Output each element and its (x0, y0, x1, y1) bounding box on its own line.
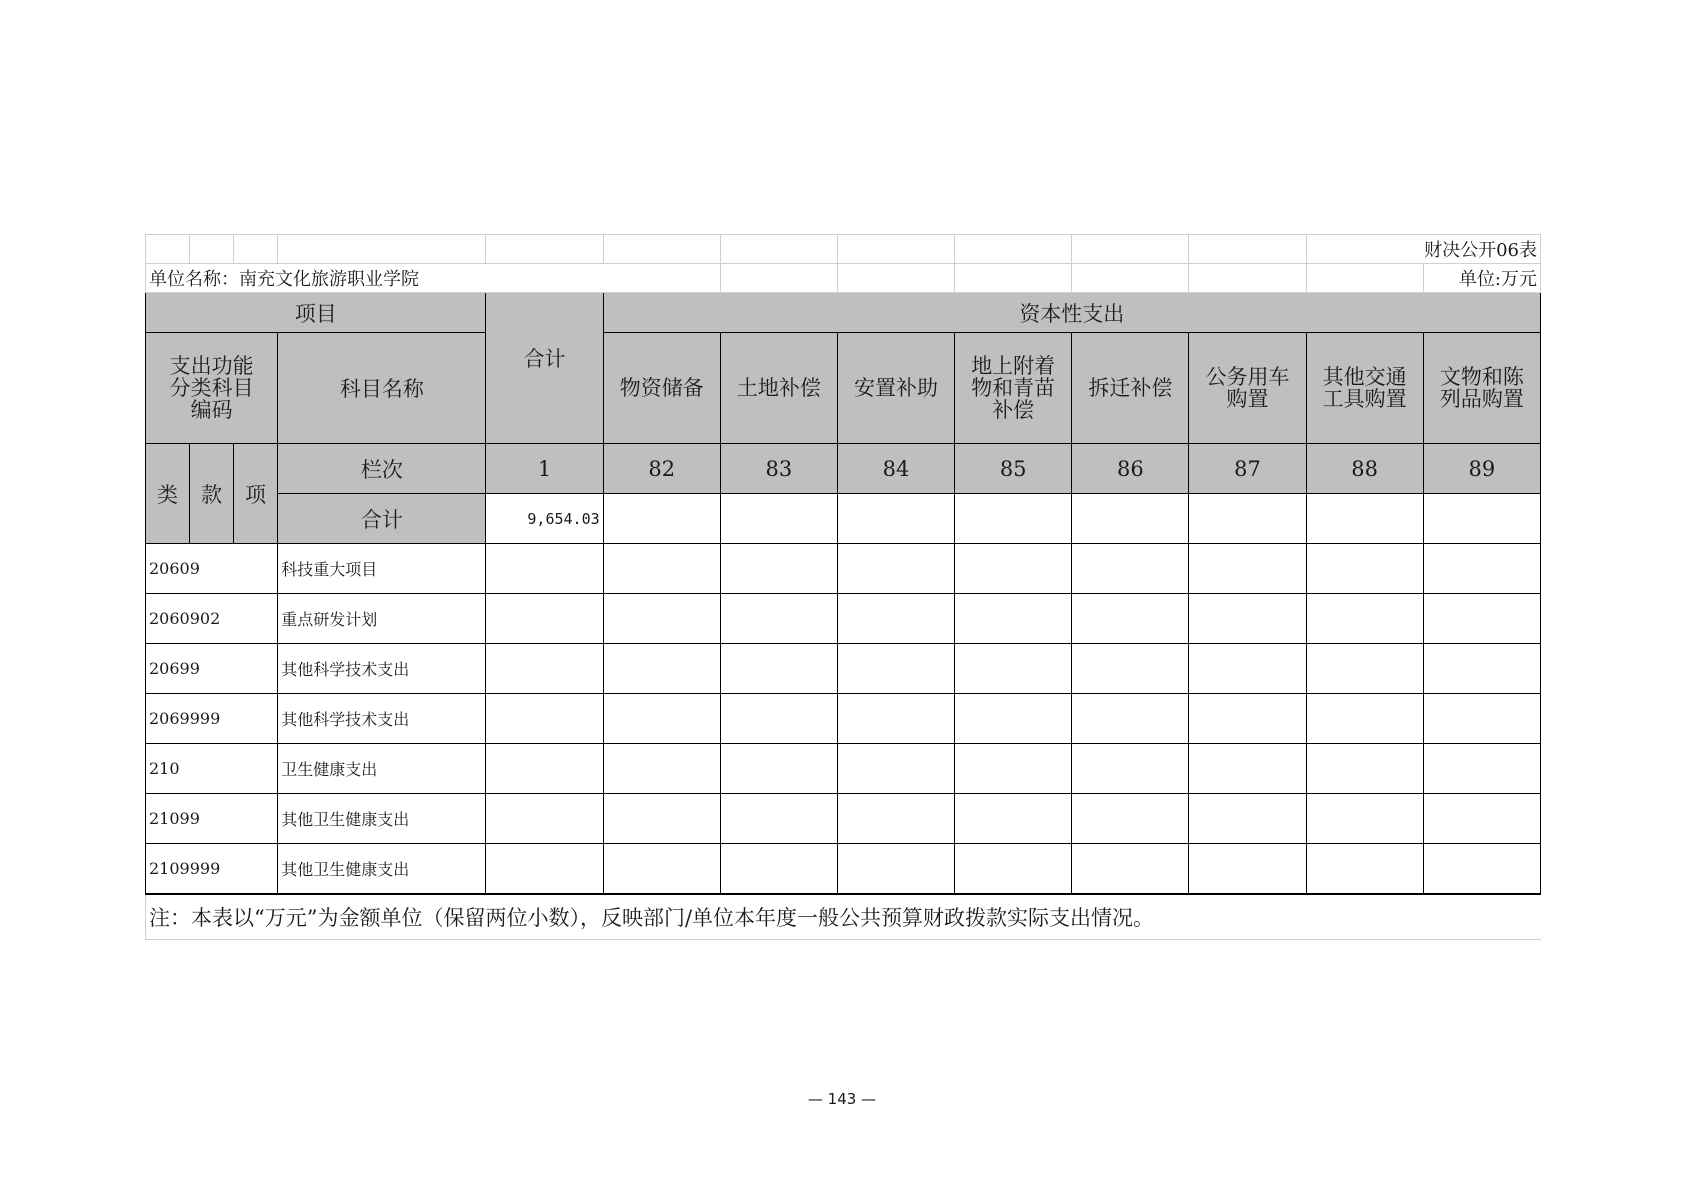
row-name: 其他科学技术支出 (278, 644, 486, 694)
total-index: 1 (486, 444, 603, 494)
row-name: 重点研发计划 (278, 594, 486, 644)
col-index-7: 89 (1423, 444, 1540, 494)
col-header-4: 拆迁补偿 (1072, 333, 1189, 444)
total-value: 9,654.03 (486, 494, 603, 544)
row-name: 其他卫生健康支出 (278, 844, 486, 894)
capital-group-header: 资本性支出 (603, 293, 1540, 333)
col-header-3: 地上附着物和青苗补偿 (955, 333, 1072, 444)
report-sheet (145, 234, 1541, 940)
total-header: 合计 (486, 293, 603, 444)
table-row (146, 744, 1541, 794)
row-code: 210 (146, 744, 278, 794)
table-row (146, 644, 1541, 694)
table-row (146, 694, 1541, 744)
col-header-0: 物资储备 (603, 333, 720, 444)
row-code: 2109999 (146, 844, 278, 894)
name-header: 科目名称 (278, 333, 486, 444)
level-xiang: 项 (234, 444, 278, 544)
row-code: 21099 (146, 794, 278, 844)
page-number: — 143 — (807, 1090, 877, 1108)
row-code: 20699 (146, 644, 278, 694)
unit-name: 单位名称：南充文化旅游职业学院 (146, 264, 721, 293)
col-header-5: 公务用车购置 (1189, 333, 1306, 444)
capital-expenditure-table (145, 234, 1541, 940)
row-name: 其他卫生健康支出 (278, 794, 486, 844)
row-name: 其他科学技术支出 (278, 694, 486, 744)
row-name: 科技重大项目 (278, 544, 486, 594)
col-header-7: 文物和陈列品购置 (1423, 333, 1540, 444)
table-row (146, 544, 1541, 594)
table-row (146, 794, 1541, 844)
col-index-5: 87 (1189, 444, 1306, 494)
row-index-label: 栏次 (278, 444, 486, 494)
col-index-2: 84 (837, 444, 954, 494)
col-index-6: 88 (1306, 444, 1423, 494)
row-name: 卫生健康支出 (278, 744, 486, 794)
form-id: 财决公开06表 (1306, 235, 1540, 264)
code-header: 支出功能分类科目编码 (146, 333, 278, 444)
project-header: 项目 (146, 293, 486, 333)
table-row (146, 844, 1541, 894)
col-header-1: 土地补偿 (720, 333, 837, 444)
col-index-3: 85 (955, 444, 1072, 494)
col-header-6: 其他交通工具购置 (1306, 333, 1423, 444)
table-note: 注：本表以“万元”为金额单位（保留两位小数），反映部门/单位本年度一般公共预算财政拨款实际支出情况。 (146, 894, 1541, 940)
col-header-2: 安置补助 (837, 333, 954, 444)
row-code: 2069999 (146, 694, 278, 744)
total-row-label: 合计 (278, 494, 486, 544)
col-index-4: 86 (1072, 444, 1189, 494)
row-code: 20609 (146, 544, 278, 594)
level-lei: 类 (146, 444, 190, 544)
unit-label: 单位:万元 (1423, 264, 1540, 293)
col-index-1: 83 (720, 444, 837, 494)
row-code: 2060902 (146, 594, 278, 644)
col-index-0: 82 (603, 444, 720, 494)
level-kuan: 款 (190, 444, 234, 544)
table-row (146, 594, 1541, 644)
